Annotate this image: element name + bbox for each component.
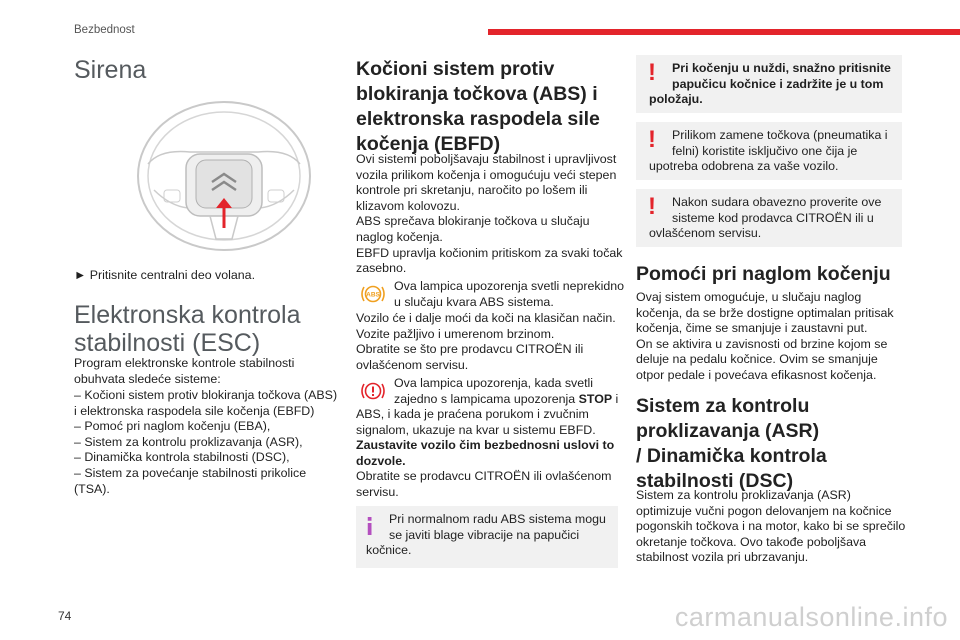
ebfd-fault-advice: ABS, i kada je praćena porukom i zvučnim signalom, ukazuje na kvar u sistemu EBFD. Zaustavite vozilo čim bezbednosni uslovi to dozvole. Obratite se prodavcu CITROËN ili ovlašćenom servisu. <box>356 407 615 499</box>
eba-title: Pomoći pri naglom kočenju <box>636 263 891 285</box>
warning-exclamation-icon: ! <box>648 126 656 153</box>
warning-note-emergency-braking: ! Pri kočenju u nuždi, snažno pritisnite papučicu kočnice i zadržite je u tom položaju. <box>636 55 902 113</box>
abs-ebfd-description: Ovi sistemi poboljšavaju stabilnost i upravljivost vozila prilikom kočenja i omogućuju veći stepen kontrole pri skretanju, naročito po lošem ili klizavom kolovozu. ABS sprečava blokiranje točkova u slučaju naglog kočenja. EBFD upravlja kočionim pritiskom za svaki točak zasebno. <box>356 152 623 276</box>
warning-note-wheel-replacement: ! Prilikom zamene točkova (pneumatika i felni) koristite isključivo one čija je upotreba odobrena za vaše vozilo. <box>636 122 902 180</box>
warning-exclamation-icon: ! <box>648 193 656 220</box>
list-item: i elektronska raspodela sile kočenja (EBFD) <box>74 403 315 418</box>
list-item: – Kočioni sistem protiv blokiranja točkova (ABS) <box>74 388 338 402</box>
warning-exclamation-icon: ! <box>648 59 656 86</box>
asr-description: Sistem za kontrolu proklizavanja (ASR) optimizuje vučni pogon delovanjem na kočnice pogonskih točkova i na motor, kako bi se sprečilo okretanje točkova. Ovo takođe poboljšava stabilnost vozila pri ubrzavanju. <box>636 488 906 565</box>
svg-text:ABS: ABS <box>366 291 380 299</box>
sirena-title: Sirena <box>74 56 147 84</box>
steering-wheel-illustration <box>130 94 318 254</box>
list-item: – Pomoć pri naglom kočenju (EBA), <box>74 419 271 434</box>
eba-description: Ovaj sistem omogućuje, u slučaju naglog kočenja, da se brže dostigne optimalan pritisak kočenja, čime se smanjuje i zaustavni put. On se aktivira u zavisnosti od brzine kojom se deluje na pedalu kočnice. Ovim se smanjuje otpor pedale i povećava efikasnost kočenja. <box>636 290 894 382</box>
header-accent-bar <box>488 29 960 35</box>
esc-title: Elektronska kontrola stabilnosti (ESC) <box>74 301 301 357</box>
info-note-abs-vibration: Pri normalnom radu ABS sistema mogu se javiti blage vibracije na papučici kočnice. <box>356 506 618 568</box>
abs-fault-advice: Vozilo će i dalje moći da koči na klasičan način. Vozite pažljivo i umerenom brzinom. Obratite se što pre prodavcu CITROËN ili ovlašćenom servisu. <box>356 311 616 372</box>
abs-ebfd-title: Kočioni sistem protiv blokiranja točkova (ABS) i elektronska raspodela sile kočenja (EBFD) <box>356 58 600 155</box>
list-item: (TSA). <box>74 481 110 496</box>
warning-note-after-collision: ! Nakon sudara obavezno proverite ove sisteme kod prodavca CITROËN ili u ovlašćenom servisu. <box>636 189 902 247</box>
brake-lamp-text: Ova lampica upozorenja, kada svetli zajedno s lampicama upozorenja STOP i <box>394 376 619 406</box>
list-item: – Sistem za povećanje stabilnosti prikolice <box>74 465 307 480</box>
sirena-instruction: ► Pritisnite centralni deo volana. <box>74 268 256 282</box>
page-number: 74 <box>58 609 72 623</box>
abs-warning-lamp-icon <box>360 284 386 304</box>
asr-dsc-title: Sistem za kontrolu proklizavanja (ASR) / Dinamička kontrola stabilnosti (DSC) <box>636 395 827 492</box>
list-item: – Dinamička kontrola stabilnosti (DSC), <box>74 450 290 465</box>
info-icon <box>367 514 373 538</box>
esc-system-list <box>74 388 337 497</box>
section-label: Bezbednost <box>74 24 135 36</box>
brake-warning-lamp-icon <box>360 381 386 401</box>
list-item: – Sistem za kontrolu proklizavanja (ASR), <box>74 434 303 449</box>
esc-intro: Program elektronske kontrole stabilnosti obuhvata sledeće sisteme: <box>74 356 295 386</box>
abs-lamp-text: Ova lampica upozorenja svetli neprekidno u slučaju kvara ABS sistema. <box>394 279 625 309</box>
watermark: carmanualsonline.info <box>674 602 948 632</box>
